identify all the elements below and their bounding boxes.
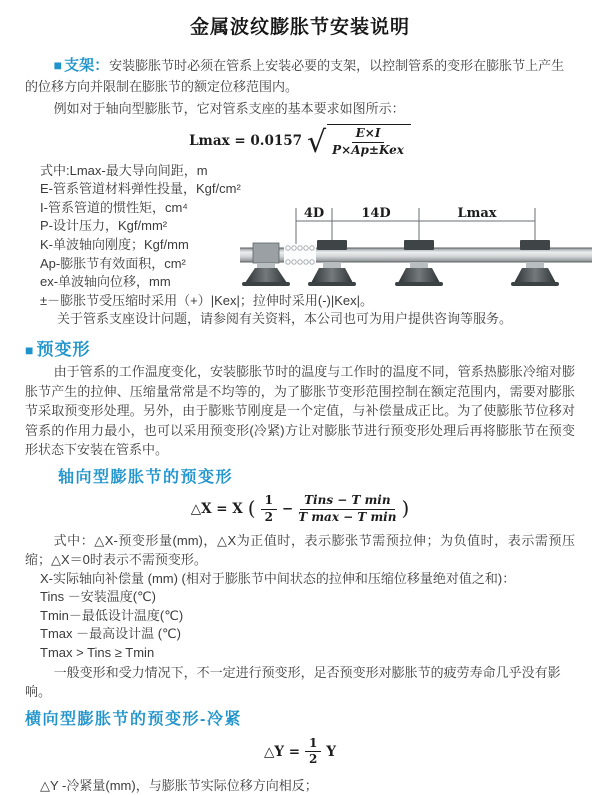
support-example-line: 例如对于轴向型膨胀节，它对管系支座的基本要求如图所示： [53, 101, 405, 116]
lateral-predeform-formula [0, 737, 600, 768]
definition-line: I-管系管道的惯性矩，cm⁴ [40, 199, 188, 215]
predeform-section-heading [25, 335, 600, 360]
axial-formula-pre: △X = X [190, 501, 243, 518]
blue-square-bullet-icon: ■ [25, 341, 35, 358]
guide-support [395, 240, 443, 286]
predeform-body-paragraph: 由于管系的工作温度变化，安装膨胀节时的温度与工作时的温度不同，管系热膨胀冷缩对膨胀节产生的拉伸、压缩量常常是不均等的，为了膨胀节变形范围控制在额定范围内，需要对膨胀节采取预变形处理。另外，由于膨账节刚度是一个定值，与补偿量成正比。为了使膨胀节位移对管系的作用力最小，也可以采用预变形(冷紧)方让对膨胀节进行预变形处理后再将膨胀节在预变形状态下安装在管系中。 [25, 363, 575, 458]
half-numerator: 1 [261, 494, 277, 510]
definition-line: ex-单波轴向位移，mm [40, 274, 171, 290]
temperature-fraction [298, 494, 396, 525]
definition-line: K-单波轴向刚度；Kgf/mm [40, 236, 189, 252]
lateral-subsection-heading: 横向型膨胀节的预变形-冷紧 [25, 710, 242, 728]
one-half-fraction [305, 737, 321, 768]
lateral-formula-suffix: Y [326, 743, 337, 760]
temp-fraction-numerator: Tins − T min [300, 494, 394, 510]
bellows-section [284, 244, 316, 266]
half-denominator: 2 [264, 509, 273, 524]
variable-line: Tmin－最低设计温度(℃) [40, 607, 184, 623]
lmax-fraction [332, 127, 404, 158]
lmax-fraction-numerator: E×I [352, 127, 385, 143]
axial-note-line: 一般变形和受力情况下，不一定进行预变形，足否预变形对膨胀节的疲劳寿命几乎没有影响。 [25, 664, 561, 699]
dim-label-4d: 4D [303, 206, 325, 221]
blue-square-bullet-icon: ■ [53, 57, 63, 73]
page-title: 金属波纹膨胀节安装说明 [189, 17, 410, 38]
definition-line: E-管系管道材料弹性投量，Kgf/cm² [40, 181, 241, 197]
variable-line: Tmax －最高设计温 (℃) [40, 626, 181, 642]
document-page [0, 12, 600, 794]
definition-line: ±－膨胀节受压缩时采用（+）|Kex|；拉伸时采用(-)|Kex|。 [40, 292, 374, 308]
minus-sign: − [281, 501, 294, 518]
variable-line: Tmax > Tins ≥ Tmin [40, 645, 155, 661]
open-paren: ( [247, 496, 256, 521]
support-intro-text: 安装膨胀节时必须在管系上安装必要的支架，以控制管系的变形在膨胀节上产生的位移方向并限制在膨胀节的额定位移范围内。 [25, 58, 565, 94]
consulting-note-line: 关于管系支座设计问题，请参阅有关资料，本公司也可为用户提供咨询等服务。 [57, 311, 513, 327]
lmax-formula [0, 124, 600, 158]
half-denominator: 2 [309, 752, 318, 767]
support-heading-label: 支架： [64, 57, 110, 74]
definition-line: 式中:Lmax-最大导向间距，m [40, 162, 208, 178]
guide-support [511, 240, 559, 286]
dim-label-14d: 14D [361, 206, 391, 221]
dim-label-lmax: Lmax [457, 206, 497, 221]
support-intro-paragraph [25, 55, 575, 97]
axial-subsection-heading: 轴向型膨胀节的预变形 [58, 468, 234, 486]
definition-line: Ap-膨胀节有效面积，cm² [40, 255, 186, 271]
lateral-formula-pre: △Y = [263, 743, 301, 760]
temp-fraction-denominator: T max − T min [298, 509, 397, 524]
pipe-support-diagram [236, 202, 596, 304]
support-section-heading [54, 57, 109, 74]
lateral-note-line: △Y -冷紧量(mm)，与膨胀节实际位移方向相反； [40, 778, 318, 794]
axial-variable-list [40, 570, 600, 663]
close-paren: ) [401, 496, 410, 521]
axial-predeform-formula [0, 494, 600, 525]
predeform-heading-label: 预变形 [36, 339, 91, 359]
variable-line: X-实际轴向补偿量 (mm) (相对于膨胀节中间状态的拉伸和压缩位移量绝对值之和)： [40, 570, 516, 586]
lmax-fraction-denominator: P×Ap±Kex [332, 142, 404, 157]
variable-line: Tins －安装温度(℃) [40, 589, 156, 605]
axial-formula-explanation: 式中：△X-预变形量(mm)，△X为正值时，表示膨张节需预拉伸；为负值时，表示需预压缩；△X＝0时表示不需预变形。 [25, 532, 575, 568]
one-half-fraction [261, 494, 277, 525]
lmax-radicand [327, 124, 411, 158]
definition-line: P-设计压力，Kgf/mm² [40, 218, 168, 234]
radical-sign: √ [307, 124, 327, 160]
half-numerator: 1 [305, 737, 321, 753]
lmax-formula-lhs: Lmax = 0.0157 [189, 132, 303, 149]
